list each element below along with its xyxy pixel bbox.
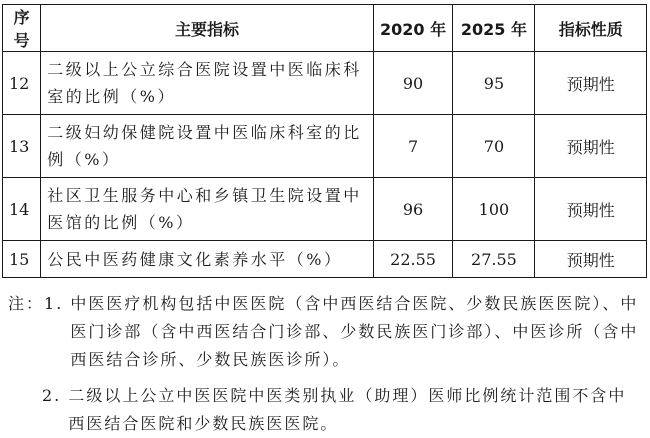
table-row: [3, 52, 647, 115]
row-value-2020: 7: [373, 115, 453, 178]
row-value-2025: 27.55: [453, 241, 535, 278]
table-row: [3, 241, 647, 278]
row-num: 12: [3, 52, 41, 115]
row-indicator-name: 二级以上公立综合医院设置中医临床科室的比例（%）: [41, 52, 373, 115]
notes-section: [8, 290, 640, 438]
row-num: 14: [3, 178, 41, 241]
row-indicator-type: 预期性: [535, 52, 647, 115]
row-indicator-name: 二级妇幼保健院设置中医临床科室的比例（%）: [41, 115, 373, 178]
row-value-2020: 96: [373, 178, 453, 241]
indicators-table: [2, 4, 647, 278]
notes-prefix: 注：: [8, 294, 45, 313]
row-value-2025: 95: [453, 52, 535, 115]
header-type: 指标性质: [535, 5, 647, 52]
note-text: 二级以上公立中医医院中医类别执业（助理）医师比例统计范围不含中西医结合医院和少数民族医医院。: [68, 386, 627, 433]
note-item: [8, 290, 640, 374]
table-row: [3, 115, 647, 178]
row-indicator-name: 社区卫生服务中心和乡镇卫生院设置中医馆的比例（%）: [41, 178, 373, 241]
row-value-2020: 90: [373, 52, 453, 115]
row-indicator-type: 预期性: [535, 178, 647, 241]
row-num: 15: [3, 241, 41, 278]
row-num: 13: [3, 115, 41, 178]
row-indicator-type: 预期性: [535, 115, 647, 178]
table-header-row: [3, 5, 647, 52]
row-indicator-type: 预期性: [535, 241, 647, 278]
note-lead: [42, 382, 68, 438]
note-lead: [8, 290, 70, 374]
note-marker: 1.: [44, 294, 64, 313]
header-2020: 2020 年: [373, 5, 453, 52]
table-row: [3, 178, 647, 241]
header-2025: 2025 年: [453, 5, 535, 52]
note-item: [8, 382, 640, 438]
header-name: 主要指标: [41, 5, 373, 52]
row-value-2025: 70: [453, 115, 535, 178]
note-text: 中医医疗机构包括中医医院（含中西医结合医院、少数民族医医院）、中医门诊部（含中西医结合门诊部、少数民族医门诊部）、中医诊所（含中西医结合诊所、少数民族医诊所）。: [70, 294, 639, 369]
header-num: 序号: [3, 5, 41, 52]
row-value-2020: 22.55: [373, 241, 453, 278]
note-marker: 2.: [42, 386, 62, 405]
row-value-2025: 100: [453, 178, 535, 241]
row-indicator-name: 公民中医药健康文化素养水平（%）: [41, 241, 373, 278]
